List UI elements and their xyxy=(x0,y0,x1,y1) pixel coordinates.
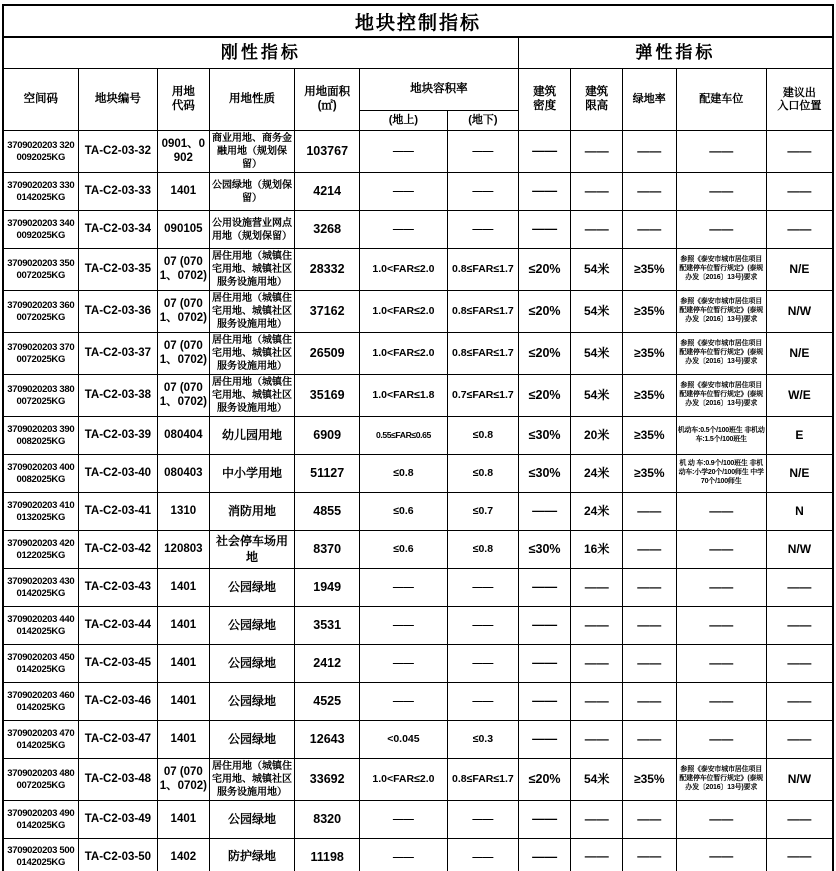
cell-land-area: 28332 xyxy=(295,249,359,291)
cell-land-area: 37162 xyxy=(295,291,359,333)
cell-land-code: 080403 xyxy=(158,455,210,493)
cell-far-above: —— xyxy=(359,131,447,173)
cell-land-nature: 消防用地 xyxy=(209,493,295,531)
cell-space-code: 3709020203 4200122025KG xyxy=(3,531,78,569)
cell-far-above: 0.55≤FAR≤0.65 xyxy=(359,417,447,455)
cell-height: —— xyxy=(571,173,623,211)
table-row xyxy=(3,173,833,211)
cell-density: ≤20% xyxy=(518,759,571,801)
table-row xyxy=(3,493,833,531)
cell-parking: 参照《泰安市城市居住项目配建停车位暂行规定》(泰规办发〔2016〕13号)要求 xyxy=(676,759,766,801)
cell-exit: —— xyxy=(766,839,833,871)
cell-far-below: —— xyxy=(447,645,518,683)
table-row xyxy=(3,249,833,291)
cell-exit: —— xyxy=(766,607,833,645)
cell-green-rate: —— xyxy=(622,607,676,645)
table-row xyxy=(3,211,833,249)
cell-height: —— xyxy=(571,683,623,721)
cell-plot-code: TA-C2-03-48 xyxy=(78,759,157,801)
table-body xyxy=(3,131,833,871)
table-row xyxy=(3,455,833,493)
cell-green-rate: —— xyxy=(622,493,676,531)
table-row xyxy=(3,531,833,569)
cell-land-nature: 公用设施营业网点用地（规划保留） xyxy=(209,211,295,249)
cell-parking: 机 动 车:0.9个/100班生 非机动车:小学20个/100师生 中学70个/100师生 xyxy=(676,455,766,493)
cell-far-below: —— xyxy=(447,839,518,871)
cell-far-below: ≤0.7 xyxy=(447,493,518,531)
cell-land-nature: 居住用地（城镇住宅用地、城镇社区服务设施用地） xyxy=(209,375,295,417)
cell-land-nature: 商业用地、商务金融用地（规划保留） xyxy=(209,131,295,173)
col-exit-line2: 入口位置 xyxy=(777,99,822,112)
cell-green-rate: ≥35% xyxy=(622,759,676,801)
cell-height: —— xyxy=(571,211,623,249)
col-exit-position xyxy=(766,69,833,131)
cell-density: —— xyxy=(518,131,571,173)
cell-density: ≤20% xyxy=(518,375,571,417)
cell-land-nature: 公园绿地 xyxy=(209,607,295,645)
cell-land-code: 080404 xyxy=(158,417,210,455)
cell-space-code: 3709020203 3600072025KG xyxy=(3,291,78,333)
cell-land-nature: 公园绿地 xyxy=(209,721,295,759)
cell-green-rate: —— xyxy=(622,131,676,173)
cell-exit: —— xyxy=(766,801,833,839)
cell-space-code: 3709020203 3400092025KG xyxy=(3,211,78,249)
cell-density: ≤20% xyxy=(518,333,571,375)
cell-land-code: 1401 xyxy=(158,645,210,683)
cell-plot-code: TA-C2-03-38 xyxy=(78,375,157,417)
cell-land-code: 090105 xyxy=(158,211,210,249)
plot-control-index-table xyxy=(2,37,834,871)
cell-land-area: 4855 xyxy=(295,493,359,531)
table-row xyxy=(3,569,833,607)
cell-plot-code: TA-C2-03-44 xyxy=(78,607,157,645)
cell-green-rate: ≥35% xyxy=(622,455,676,493)
col-land-area-line1: 用地面积 xyxy=(304,86,351,99)
col-green-rate: 绿地率 xyxy=(622,69,676,131)
cell-space-code: 3709020203 3200092025KG xyxy=(3,131,78,173)
cell-space-code: 3709020203 4000082025KG xyxy=(3,455,78,493)
col-height-line2: 限高 xyxy=(585,99,609,112)
group-header-rigid: 刚性指标 xyxy=(3,38,518,69)
cell-exit: —— xyxy=(766,211,833,249)
cell-far-below: 0.8≤FAR≤1.7 xyxy=(447,291,518,333)
col-land-code-line2: 代码 xyxy=(171,99,195,112)
cell-density: ≤20% xyxy=(518,291,571,333)
table-row xyxy=(3,375,833,417)
cell-land-area: 103767 xyxy=(295,131,359,173)
cell-height: —— xyxy=(571,801,623,839)
cell-land-nature: 中小学用地 xyxy=(209,455,295,493)
cell-land-area: 8370 xyxy=(295,531,359,569)
cell-land-nature: 社会停车场用地 xyxy=(209,531,295,569)
cell-land-nature: 居住用地（城镇住宅用地、城镇社区服务设施用地） xyxy=(209,291,295,333)
col-far-below: (地下) xyxy=(447,111,518,131)
cell-far-below: —— xyxy=(447,131,518,173)
cell-land-code: 120803 xyxy=(158,531,210,569)
cell-far-above: —— xyxy=(359,607,447,645)
cell-parking: —— xyxy=(676,211,766,249)
cell-land-nature: 居住用地（城镇住宅用地、城镇社区服务设施用地） xyxy=(209,333,295,375)
cell-exit: —— xyxy=(766,569,833,607)
cell-green-rate: ≥35% xyxy=(622,375,676,417)
page-title-text: 地块控制指标 xyxy=(354,12,481,34)
cell-land-code: 1401 xyxy=(158,173,210,211)
cell-density: ≤20% xyxy=(518,249,571,291)
cell-land-code: 07 (0701、0702) xyxy=(158,333,210,375)
cell-space-code: 3709020203 4800072025KG xyxy=(3,759,78,801)
cell-land-nature: 公园绿地 xyxy=(209,645,295,683)
cell-height: —— xyxy=(571,569,623,607)
cell-density: ≤30% xyxy=(518,531,571,569)
cell-height: 20米 xyxy=(571,417,623,455)
cell-far-below: 0.8≤FAR≤1.7 xyxy=(447,333,518,375)
cell-far-above: —— xyxy=(359,173,447,211)
cell-parking: 参照《泰安市城市居住项目配建停车位暂行规定》(泰规办发〔2016〕13号)要求 xyxy=(676,291,766,333)
cell-parking: —— xyxy=(676,493,766,531)
table-row xyxy=(3,607,833,645)
col-density xyxy=(518,69,571,131)
cell-green-rate: —— xyxy=(622,645,676,683)
cell-plot-code: TA-C2-03-47 xyxy=(78,721,157,759)
cell-far-below: —— xyxy=(447,211,518,249)
cell-exit: —— xyxy=(766,683,833,721)
cell-far-above: 1.0<FAR≤2.0 xyxy=(359,291,447,333)
cell-space-code: 3709020203 5000142025KG xyxy=(3,839,78,871)
cell-land-area: 2412 xyxy=(295,645,359,683)
cell-height: 24米 xyxy=(571,493,623,531)
cell-space-code: 3709020203 4400142025KG xyxy=(3,607,78,645)
cell-space-code: 3709020203 4900142025KG xyxy=(3,801,78,839)
cell-exit: N/W xyxy=(766,291,833,333)
col-land-nature: 用地性质 xyxy=(209,69,295,131)
group-header-elastic: 弹性指标 xyxy=(518,38,833,69)
cell-land-code: 0901、0902 xyxy=(158,131,210,173)
cell-density: —— xyxy=(518,211,571,249)
cell-land-code: 1402 xyxy=(158,839,210,871)
cell-far-above: —— xyxy=(359,801,447,839)
col-land-code-line1: 用地 xyxy=(171,86,195,99)
cell-height: —— xyxy=(571,645,623,683)
cell-land-code: 1401 xyxy=(158,683,210,721)
col-height-line1: 建筑 xyxy=(585,86,609,99)
col-space-code: 空间码 xyxy=(3,69,78,131)
cell-height: 54米 xyxy=(571,375,623,417)
col-far-above: (地上) xyxy=(359,111,447,131)
table-row xyxy=(3,645,833,683)
cell-green-rate: —— xyxy=(622,211,676,249)
table-row xyxy=(3,333,833,375)
cell-plot-code: TA-C2-03-46 xyxy=(78,683,157,721)
cell-parking: 参照《泰安市城市居住项目配建停车位暂行规定》(泰规办发〔2016〕13号)要求 xyxy=(676,375,766,417)
cell-far-above: 1.0<FAR≤2.0 xyxy=(359,759,447,801)
cell-parking: 参照《泰安市城市居住项目配建停车位暂行规定》(泰规办发〔2016〕13号)要求 xyxy=(676,249,766,291)
cell-parking: —— xyxy=(676,721,766,759)
cell-far-above: ≤0.6 xyxy=(359,493,447,531)
cell-space-code: 3709020203 3800072025KG xyxy=(3,375,78,417)
cell-height: —— xyxy=(571,607,623,645)
cell-far-above: —— xyxy=(359,683,447,721)
cell-exit: W/E xyxy=(766,375,833,417)
cell-density: —— xyxy=(518,607,571,645)
cell-space-code: 3709020203 4500142025KG xyxy=(3,645,78,683)
cell-density: —— xyxy=(518,683,571,721)
cell-land-area: 4214 xyxy=(295,173,359,211)
cell-land-area: 12643 xyxy=(295,721,359,759)
table-row xyxy=(3,131,833,173)
page-title xyxy=(2,4,834,37)
cell-far-below: ≤0.3 xyxy=(447,721,518,759)
col-far: 地块容积率 xyxy=(359,69,518,111)
cell-land-nature: 幼儿园用地 xyxy=(209,417,295,455)
cell-green-rate: ≥35% xyxy=(622,249,676,291)
cell-far-below: 0.8≤FAR≤1.7 xyxy=(447,759,518,801)
table-row xyxy=(3,759,833,801)
cell-land-area: 33692 xyxy=(295,759,359,801)
cell-parking: 参照《泰安市城市居住项目配建停车位暂行规定》(泰规办发〔2016〕13号)要求 xyxy=(676,333,766,375)
cell-far-above: <0.045 xyxy=(359,721,447,759)
table-row xyxy=(3,721,833,759)
col-land-area-line2: (㎡) xyxy=(317,99,337,112)
col-plot-code: 地块编号 xyxy=(78,69,157,131)
cell-far-above: —— xyxy=(359,839,447,871)
col-land-area xyxy=(295,69,359,131)
cell-green-rate: —— xyxy=(622,683,676,721)
cell-exit: —— xyxy=(766,721,833,759)
cell-green-rate: ≥35% xyxy=(622,291,676,333)
cell-land-code: 07 (0701、0702) xyxy=(158,249,210,291)
cell-land-area: 1949 xyxy=(295,569,359,607)
cell-exit: —— xyxy=(766,173,833,211)
cell-land-area: 6909 xyxy=(295,417,359,455)
cell-land-nature: 公园绿地 xyxy=(209,801,295,839)
cell-exit: N/E xyxy=(766,455,833,493)
cell-green-rate: —— xyxy=(622,721,676,759)
cell-plot-code: TA-C2-03-32 xyxy=(78,131,157,173)
cell-plot-code: TA-C2-03-35 xyxy=(78,249,157,291)
cell-green-rate: ≥35% xyxy=(622,417,676,455)
cell-far-above: ≤0.8 xyxy=(359,455,447,493)
cell-green-rate: ≥35% xyxy=(622,333,676,375)
cell-land-area: 11198 xyxy=(295,839,359,871)
cell-parking: —— xyxy=(676,531,766,569)
cell-exit: N/E xyxy=(766,333,833,375)
cell-far-above: 1.0<FAR≤2.0 xyxy=(359,249,447,291)
cell-plot-code: TA-C2-03-49 xyxy=(78,801,157,839)
col-density-line1: 建筑 xyxy=(533,86,557,99)
cell-far-above: ≤0.6 xyxy=(359,531,447,569)
cell-land-code: 1310 xyxy=(158,493,210,531)
col-exit-line1: 建议出 xyxy=(782,86,816,99)
table-row xyxy=(3,291,833,333)
cell-land-code: 1401 xyxy=(158,721,210,759)
cell-plot-code: TA-C2-03-39 xyxy=(78,417,157,455)
cell-density: —— xyxy=(518,839,571,871)
cell-space-code: 3709020203 4300142025KG xyxy=(3,569,78,607)
cell-parking: —— xyxy=(676,607,766,645)
cell-far-below: 0.7≤FAR≤1.7 xyxy=(447,375,518,417)
cell-parking: 机动车:0.5个/100班生 非机动车:1.5个/100班生 xyxy=(676,417,766,455)
cell-height: —— xyxy=(571,721,623,759)
cell-density: —— xyxy=(518,801,571,839)
cell-far-above: —— xyxy=(359,211,447,249)
cell-exit: E xyxy=(766,417,833,455)
cell-space-code: 3709020203 4600142025KG xyxy=(3,683,78,721)
cell-green-rate: —— xyxy=(622,569,676,607)
cell-land-code: 07 (0701、0702) xyxy=(158,759,210,801)
cell-space-code: 3709020203 3900082025KG xyxy=(3,417,78,455)
cell-height: 54米 xyxy=(571,759,623,801)
cell-parking: —— xyxy=(676,801,766,839)
cell-green-rate: —— xyxy=(622,173,676,211)
cell-land-area: 8320 xyxy=(295,801,359,839)
cell-space-code: 3709020203 4700142025KG xyxy=(3,721,78,759)
cell-height: 54米 xyxy=(571,333,623,375)
cell-land-nature: 居住用地（城镇住宅用地、城镇社区服务设施用地） xyxy=(209,759,295,801)
cell-land-area: 3531 xyxy=(295,607,359,645)
cell-density: —— xyxy=(518,569,571,607)
col-parking: 配建车位 xyxy=(676,69,766,131)
col-density-line2: 密度 xyxy=(533,99,557,112)
cell-land-area: 26509 xyxy=(295,333,359,375)
cell-exit: N/W xyxy=(766,759,833,801)
cell-parking: —— xyxy=(676,569,766,607)
cell-land-area: 35169 xyxy=(295,375,359,417)
table-row xyxy=(3,683,833,721)
cell-parking: —— xyxy=(676,683,766,721)
cell-land-nature: 居住用地（城镇住宅用地、城镇社区服务设施用地） xyxy=(209,249,295,291)
table-row xyxy=(3,417,833,455)
cell-parking: —— xyxy=(676,839,766,871)
cell-land-nature: 公园绿地 xyxy=(209,569,295,607)
cell-plot-code: TA-C2-03-43 xyxy=(78,569,157,607)
cell-land-code: 07 (0701、0702) xyxy=(158,291,210,333)
cell-land-code: 1401 xyxy=(158,801,210,839)
cell-far-below: 0.8≤FAR≤1.7 xyxy=(447,249,518,291)
cell-height: 16米 xyxy=(571,531,623,569)
cell-exit: N/E xyxy=(766,249,833,291)
cell-height: 54米 xyxy=(571,249,623,291)
col-height xyxy=(571,69,623,131)
cell-plot-code: TA-C2-03-41 xyxy=(78,493,157,531)
cell-density: —— xyxy=(518,721,571,759)
cell-density: —— xyxy=(518,493,571,531)
cell-far-above: 1.0<FAR≤1.8 xyxy=(359,375,447,417)
cell-space-code: 3709020203 3300142025KG xyxy=(3,173,78,211)
cell-land-area: 51127 xyxy=(295,455,359,493)
cell-green-rate: —— xyxy=(622,801,676,839)
cell-land-code: 1401 xyxy=(158,569,210,607)
cell-parking: —— xyxy=(676,173,766,211)
cell-land-nature: 公园绿地 xyxy=(209,683,295,721)
cell-far-below: —— xyxy=(447,683,518,721)
cell-far-below: —— xyxy=(447,801,518,839)
cell-plot-code: TA-C2-03-33 xyxy=(78,173,157,211)
cell-green-rate: —— xyxy=(622,839,676,871)
cell-land-area: 4525 xyxy=(295,683,359,721)
cell-far-below: ≤0.8 xyxy=(447,417,518,455)
cell-exit: —— xyxy=(766,131,833,173)
cell-space-code: 3709020203 4100132025KG xyxy=(3,493,78,531)
cell-far-below: ≤0.8 xyxy=(447,455,518,493)
cell-exit: N xyxy=(766,493,833,531)
table-row xyxy=(3,839,833,871)
cell-far-above: —— xyxy=(359,645,447,683)
cell-plot-code: TA-C2-03-34 xyxy=(78,211,157,249)
cell-land-nature: 防护绿地 xyxy=(209,839,295,871)
cell-far-below: —— xyxy=(447,569,518,607)
cell-plot-code: TA-C2-03-36 xyxy=(78,291,157,333)
cell-space-code: 3709020203 3700072025KG xyxy=(3,333,78,375)
cell-land-code: 07 (0701、0702) xyxy=(158,375,210,417)
cell-exit: N/W xyxy=(766,531,833,569)
cell-far-above: 1.0<FAR≤2.0 xyxy=(359,333,447,375)
cell-parking: —— xyxy=(676,131,766,173)
cell-height: —— xyxy=(571,839,623,871)
cell-land-nature: 公园绿地（规划保留） xyxy=(209,173,295,211)
cell-plot-code: TA-C2-03-37 xyxy=(78,333,157,375)
cell-plot-code: TA-C2-03-40 xyxy=(78,455,157,493)
cell-density: —— xyxy=(518,645,571,683)
cell-land-code: 1401 xyxy=(158,607,210,645)
cell-exit: —— xyxy=(766,645,833,683)
cell-density: ≤30% xyxy=(518,417,571,455)
cell-space-code: 3709020203 3500072025KG xyxy=(3,249,78,291)
cell-density: —— xyxy=(518,173,571,211)
cell-parking: —— xyxy=(676,645,766,683)
cell-green-rate: —— xyxy=(622,531,676,569)
cell-far-below: ≤0.8 xyxy=(447,531,518,569)
cell-height: —— xyxy=(571,131,623,173)
cell-far-below: —— xyxy=(447,607,518,645)
cell-height: 24米 xyxy=(571,455,623,493)
cell-plot-code: TA-C2-03-45 xyxy=(78,645,157,683)
col-land-code xyxy=(158,69,210,131)
cell-far-above: —— xyxy=(359,569,447,607)
cell-density: ≤30% xyxy=(518,455,571,493)
cell-height: 54米 xyxy=(571,291,623,333)
table-row xyxy=(3,801,833,839)
cell-plot-code: TA-C2-03-42 xyxy=(78,531,157,569)
cell-far-below: —— xyxy=(447,173,518,211)
cell-plot-code: TA-C2-03-50 xyxy=(78,839,157,871)
cell-land-area: 3268 xyxy=(295,211,359,249)
